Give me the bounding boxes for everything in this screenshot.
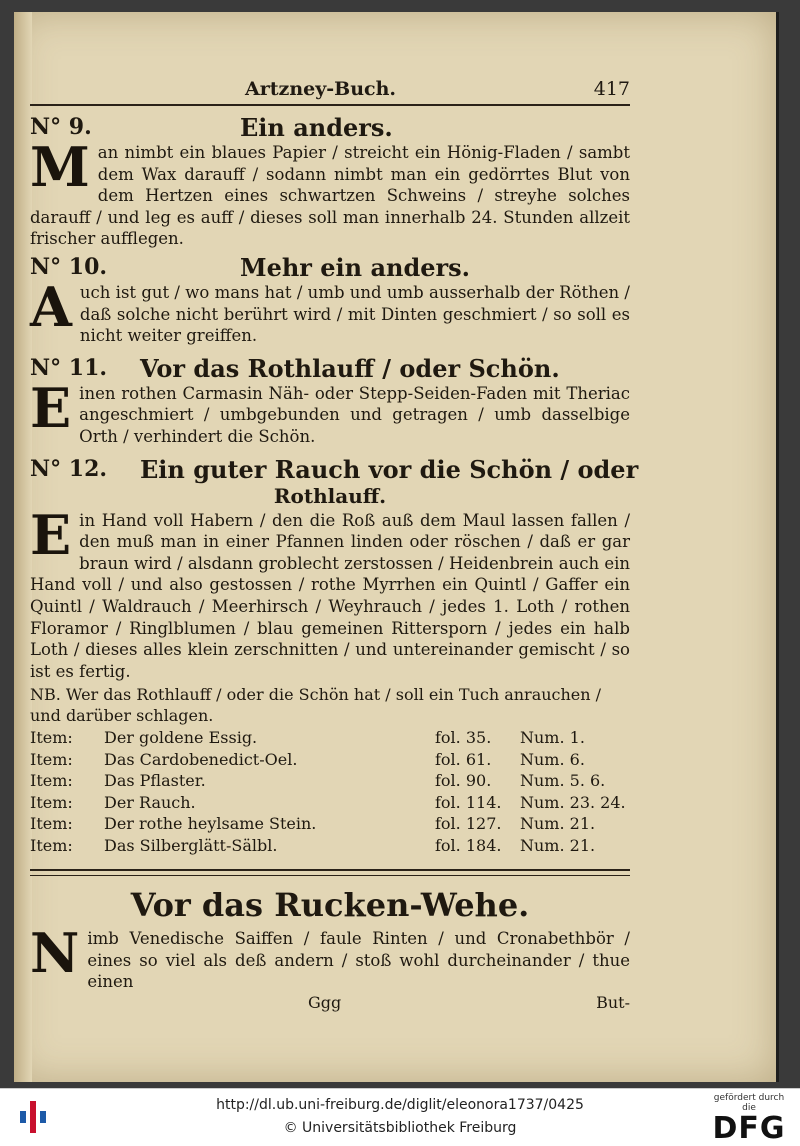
signature-mark: Ggg bbox=[308, 993, 342, 1013]
dfg-logo bbox=[706, 1093, 792, 1145]
item-folio: fol. 127. bbox=[435, 814, 502, 834]
item-folio: fol. 35. bbox=[435, 728, 492, 748]
reference-list bbox=[30, 728, 630, 857]
nota-bene: NB. Wer das Rothlauff / oder die Schön hat / soll ein Tuch anrauchen / und darüber schlagen. bbox=[30, 685, 602, 726]
drop-cap: E bbox=[30, 375, 72, 440]
item-number: Num. 6. bbox=[520, 749, 585, 769]
drop-cap: A bbox=[30, 274, 72, 339]
item-text: Das Pflaster. bbox=[104, 771, 206, 791]
item-text: Der rothe heylsame Stein. bbox=[104, 814, 317, 834]
item-folio: fol. 61. bbox=[435, 749, 492, 769]
drop-cap: M bbox=[30, 135, 90, 199]
drop-cap: E bbox=[30, 502, 72, 567]
viewer-footer-bar bbox=[0, 1088, 800, 1146]
section-9-heading bbox=[30, 112, 630, 142]
chapter-text bbox=[30, 921, 630, 993]
item-label: Item: bbox=[30, 835, 73, 855]
section-divider bbox=[30, 869, 630, 876]
paragraph-text: imb Venedische Saiffen / faule Rinten / und Cronabethbör / eines so viel als deß andern / stoß wohl durcheinander / thue einen bbox=[87, 929, 630, 992]
running-header bbox=[30, 72, 630, 106]
drop-cap: N bbox=[30, 921, 80, 986]
page-content bbox=[30, 110, 639, 1015]
item-text: Der goldene Essig. bbox=[104, 728, 258, 748]
item-label: Item: bbox=[30, 728, 73, 748]
book-page bbox=[14, 12, 779, 1082]
item-label: Item: bbox=[30, 814, 73, 834]
section-12-heading bbox=[30, 454, 639, 484]
section-title: Vor das Rothlauff / oder Schön. bbox=[140, 353, 560, 383]
permalink[interactable]: http://dl.ub.uni-freiburg.de/diglit/eleonora1737/0425 bbox=[216, 1097, 584, 1113]
item-folio: fol. 90. bbox=[435, 771, 492, 791]
dfg-caption: gefördert durch die bbox=[713, 1093, 785, 1113]
item-folio: fol. 184. bbox=[435, 835, 502, 855]
catchword: But- bbox=[596, 993, 630, 1013]
page-number: 417 bbox=[593, 78, 630, 100]
item-label: Item: bbox=[30, 792, 73, 812]
item-number: Num. 21. bbox=[520, 814, 596, 834]
page-footer bbox=[30, 993, 630, 1015]
running-title: Artzney-Buch. bbox=[245, 78, 397, 100]
section-11-heading bbox=[30, 353, 630, 383]
item-text: Das Silberglätt-Sälbl. bbox=[104, 835, 278, 855]
copyright-notice: © Universitätsbibliothek Freiburg bbox=[283, 1120, 517, 1136]
list-item bbox=[30, 793, 630, 815]
header-rule bbox=[30, 104, 630, 106]
paragraph-text: inen rothen Carmasin Näh- oder Stepp-Seiden-Faden mit Theriac angeschmiert / umbgebunden und getragen / umb dasselbige Orth / verhindert die Schön. bbox=[79, 383, 630, 446]
list-item bbox=[30, 814, 630, 836]
section-11-text bbox=[30, 375, 630, 448]
chapter-title: Vor das Rucken-Wehe. bbox=[130, 886, 530, 925]
item-text: Das Cardobenedict-Oel. bbox=[104, 749, 298, 769]
section-title: Ein guter Rauch vor die Schön / oder bbox=[140, 454, 639, 484]
section-10-heading bbox=[30, 252, 630, 282]
list-item bbox=[30, 771, 630, 793]
paragraph-text: in Hand voll Habern / den die Roß auß dem Maul lassen fallen / den muß man in einer Pfannen linden oder röschen / daß er gar braun wird / alsdann groblecht zerstossen / Heidenbrein auch ein Hand voll / und also gestossen / rothe Myrrhen ein Quintl / Gaffer ein Quintl / Waldrauch / Meerhirsch / Weyhrauch / jedes 1. Loth / rothen Floramor / Ringlblumen / blau gemeinen Rittersporn / jedes ein halb Loth / dieses alles klein zerschnitten / und untereinander gemischt / so ist es fertig. bbox=[30, 510, 630, 681]
item-number: Num. 21. bbox=[520, 835, 596, 855]
section-10-text bbox=[30, 274, 630, 347]
item-number: Num. 23. 24. bbox=[520, 792, 626, 812]
section-number: N° 9. bbox=[30, 114, 92, 140]
section-12-text bbox=[30, 502, 630, 683]
list-item bbox=[30, 836, 630, 858]
item-folio: fol. 114. bbox=[435, 792, 502, 812]
section-number: N° 10. bbox=[30, 253, 108, 280]
list-item bbox=[30, 728, 630, 750]
section-title: Ein anders. bbox=[240, 113, 393, 142]
item-label: Item: bbox=[30, 771, 73, 791]
list-item bbox=[30, 750, 630, 772]
section-title-continued: Rothlauff. bbox=[273, 483, 387, 508]
section-number: N° 11. bbox=[30, 354, 108, 381]
item-number: Num. 5. 6. bbox=[520, 771, 606, 791]
dfg-wordmark: DFG bbox=[712, 1111, 786, 1146]
item-label: Item: bbox=[30, 749, 73, 769]
item-text: Der Rauch. bbox=[104, 792, 196, 812]
section-title: Mehr ein anders. bbox=[240, 252, 471, 282]
section-number: N° 12. bbox=[30, 455, 108, 482]
item-number: Num. 1. bbox=[520, 728, 585, 748]
section-9-text bbox=[30, 135, 630, 250]
paragraph-text: uch ist gut / wo mans hat / umb und umb ausserhalb der Röthen / daß solche nicht berührt wird / mit Dinten geschmiert / so soll es nicht weiter greiffen. bbox=[79, 282, 630, 346]
paragraph-text: an nimbt ein blaues Papier / streicht ein Hönig-Fladen / sambt dem Wax darauff / sodann nimbt man ein gedörrtes Blut von dem Hertzen eines schwartzen Schweins / streyhe solches darauff / und leg es auff / dieses soll man innerhalb 24. Stunden allzeit frischer aufflegen. bbox=[30, 143, 630, 249]
